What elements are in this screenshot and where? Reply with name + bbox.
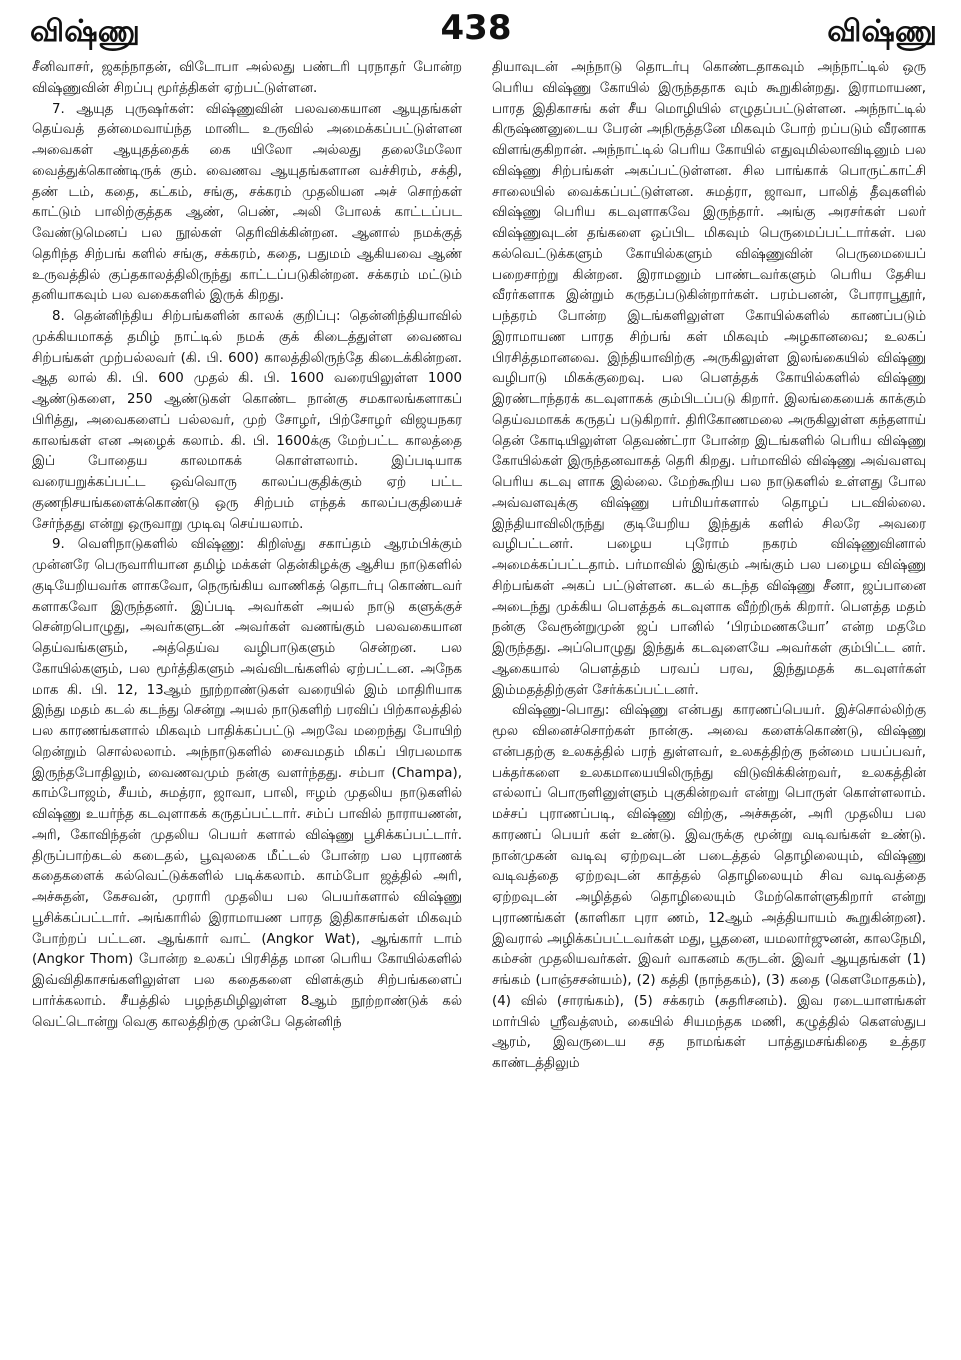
paragraph-south-indian-sculpture-dating: 8. தென்னிந்திய சிற்பங்களின் காலக் குறிப்பு: தென்னிந்தியாவில் முக்கியமாகத் தமிழ் நாட்டில் நமக் குக் கிடைத்துள்ள வைணவ சிற்பங்கள் முற்பல்லவர் (கி. பி. 600) காலத்திலிருந்தே கிடைக்கின்றன. ஆத லால் கி. பி. 600 முதல் கி. பி. 1600 வரையிலுள்ள 1000 ஆண்டுகளை, 250 ஆண்டுகள் கொண்ட நான்கு சமகாலங்களாகப் பிரித்து, அவைகளைப் பல்லவர், முற் சோழர், பிற்சோழர் விஜயநகர காலங்கள் என அழைக் கலாம். கி. பி. 1600க்கு மேற்பட்ட காலத்தை இப் போதைய காலமாகக் கொள்ளலாம். இப்படியாக வரையறுக்கப்பட்ட ஒவ்வொரு காலப்பகுதிக்கும் ஏற் பட்ட குணநிசயங்களைக்கொண்டு ஒரு சிற்பம் எந்தக் காலப்பகுதியைச் சேர்ந்தது என்று ஒருவாறு முடிவு செய்யலாம். (32, 309, 462, 532)
running-head-right: விஷ்ணு (827, 14, 937, 49)
paragraph-continuation: சீனிவாசர், ஜகந்நாதன், விடோபா அல்லது பண்டரி புரநாதர் போன்ற விஷ்ணுவின் சிறப்பு மூர்த்திகள் ஏற்பட்டுள்ளன. (32, 60, 462, 96)
left-column (32, 58, 462, 1354)
page-header (0, 0, 961, 62)
running-head-left: விஷ்ணு (30, 14, 140, 49)
page-number: 438 (440, 8, 512, 48)
paragraph-vishnu-abroad: 9. வெளிநாடுகளில் விஷ்ணு: கிறிஸ்து சகாப்தம் ஆரம்பிக்கும் முன்னரே பெருவாரியான தமிழ் மக்கள் தென்கிழக்கு ஆசிய நாடுகளில் குடியேறியவர்க ளாகவோ, நெருங்கிய வாணிகத் தொடர்பு கொண்டவர் களாகவோ இருந்தனர். இப்படி அவர்கள் அயல் நாடு களுக்குச் சென்றபொழுது, அவர்களுடன் அவர்கள் வணங்கும் பலவகையான தெய்வங்களும், அத்தெய்வ வழிபாடுகளும் சென்றன. பல கோயில்களும், பல மூர்த்திகளும் அவ்விடங்களில் ஏற்பட்டன. அநேக மாக கி. பி. 12, 13ஆம் நூற்றாண்டுகள் வரையில் இம் மாதிரியாக இந்து மதம் கடல் கடந்து சென்று அயல் நாடுகளிற் பரவிப் பிற்காலத்தில் பல காரணங்களால் மிகவும் பாதிக்கப்பட்டு அறவே மறைந்து போயிற் றென்றும் சொல்லலாம். அந்நாடுகளில் சைவமதம் மிகப் பிரபலமாக இருந்தபோதிலும், வைணவமும் நன்கு வளர்ந்தது. சம்பா (Champa), காம்போஜம், சீயம், சுமத்ரா, ஜாவா, பாலி, ஈழம் முதலிய நாடுகளில் விஷ்ணு உயர்ந்த கடவுளாகக் கருதப்பட்டார். சம்ப் பாவில் நாராயணன், அரி, கோவிந்தன் முதலிய பெயர் களால் விஷ்ணு பூசிக்கப்பட்டார். திருப்பாற்கடல் கடைதல், பூவுலகை மீட்டல் போன்ற பல புராணக் கதைகளைக் கல்வெட்டுக்களில் படிக்கலாம். காம்போ ஜத்தில் அரி, அச்சுதன், கேசவன், முராரி முதலிய பல பெயர்களால் விஷ்ணு பூசிக்கப்பட்டார். அங்காரில் இராமாயண பாரத இதிகாசங்கள் மிகவும் போற்றப் பட்டன. ஆங்கார் வாட் (Angkor Wat), ஆங்கார் டாம் (Angkor Thom) போன்ற உலகப் பிரசித்த மான பெரிய கோயில்களில் இவ்விதிகாசங்களிலுள்ள பல கதைகளை விளக்கும் சிற்பங்களைப் பார்க்கலாம். சீயத்தில் பழந்தமிழிலுள்ள 8ஆம் நூற்றாண்டுக் கல் வெட்டொன்று வெகு காலத்திற்கு முன்பே தென்னிந் (32, 537, 462, 1030)
right-column (492, 58, 926, 1354)
paragraph-weapon-persons: 7. ஆயுத புருஷர்கள்: விஷ்ணுவின் பலவகையான ஆயுதங்கள் தெய்வத் தன்மைவாய்ந்த மானிட உருவில் அமைக்கப்பட்டுள்ளன அவைகள் ஆயுதத்தைக் கை யிலோ அல்லது தலைமேலோ வைத்துக்கொண்டிருக் கும். வைணவ ஆயுதங்களான வச்சிரம், சக்தி, தண் டம், கதை, கட்கம், சங்கு, சக்கரம் முதலியன அச் சொற்கள் காட்டும் பாலிற்குத்தக ஆண், பெண், அலி போலக் காட்டப்பட வேண்டுமெனப் பல நூல்கள் தெரிவிக்கின்றன. ஆனால் நமக்குத் தெரிந்த சிற்பங் களில் சங்கு, சக்கரம், கதை, பதுமம் ஆகியவை ஆண் உருவத்தில் குப்தகாலத்திலிருந்து காட்டப்படுகின்றன. சக்கரம் மட்டும் தனியாகவும் பல வகைகளில் இருக் கிறது. (32, 101, 462, 304)
paragraph-vishnu-general: விஷ்ணு-பொது: விஷ்ணு என்பது காரணப்பெயர். இச்சொல்லிற்கு மூல வினைச்சொற்கள் நான்கு. அவை களைக்கொண்டு, விஷ்ணு என்பதற்கு உலகத்தில் பரந் துள்ளவர், உலகத்திற்கு நன்மை பயப்பவர், பக்தர்களை உலகமாயையிலிருந்து விடுவிக்கின்றவர், உலகத்தின் எல்லாப் பொருளினுள்ளும் புகுகின்றவர் என்று பொருள் கொள்ளலாம். மச்சப் புராணப்படி, விஷ்ணு விற்கு, அச்சுதன், அரி முதலிய பல காரணப் பெயர் கள் உண்டு. இவருக்கு மூன்று வடிவங்கள் உண்டு. நான்முகன் வடிவு ஏற்றவுடன் படைத்தல் தொழிலையும், விஷ்ணு வடிவத்தை ஏற்றவுடன் காத்தல் தொழிலையும் சிவ வடிவத்தை ஏற்றவுடன் அழித்தல் தொழிலையும் மேற்கொள்ளுகிறார் என்று புராணங்கள் (காளிகா புரா ணம், 12ஆம் அத்தியாயம் கூறுகின்றன). இவரால் அழிக்கப்பட்டவர்கள் மது, பூதனை, யமலார்ஜுனன், காலநேமி, கம்சன் முதலியவர்கள். இவர் வாகனம் கருடன். இவர் ஆயுதங்கள் (1) சங்கம் (பாஞ்சசன்யம்), (2) கத்தி (நாந்தகம்), (3) கதை (கௌமோதகம்), (4) வில் (சாரங்கம்), (5) சக்கரம் (சுதரிசனம்). இவ ரடையாளங்கள் மார்பில் ஸ்ரீவத்ஸம், கையில் சியமந்தக மணி, கழுத்தில் கௌஸ்துப ஆரம், இவருடைய சத நாமங்கள் பாத்துமசங்கிதை உத்தர காண்டத்திலும் (492, 703, 926, 1071)
paragraph-vishnu-abroad-continued: தியாவுடன் அந்நாடு தொடர்பு கொண்டதாகவும் அந்நாட்டில் ஒரு பெரிய விஷ்ணு கோயில் இருந்ததாக வும் கூறுகின்றது. இராமாயண, பாரத இதிகாசங் கள் சீய மொழியில் எழுதப்பட்டுள்ளன. அந்நாட்டில் கிருஷ்ணனுடைய பேரன் அநிருத்தனே மிகவும் போற் றப்படும் வீரனாக விளங்குகிறான். அந்நாட்டில் பெரிய கோயில் எதுவுமில்லாவிடினும் பல விஷ்ணு சிற்பங்கள் அகப்பட்டுள்ளன. சில பாங்காக் பொருட்காட்சி சாலையில் வைக்கப்பட்டுள்ளன. சுமத்ரா, ஜாவா, பாலித் தீவுகளில் விஷ்ணு பெரிய கடவுளாகவே இருந்தார். அங்கு அரசர்கள் பலர் விஷ்ணுவுடன் தங்களை ஒப்பிட மிகவும் பெருமைப்பட்டார்கள். பல கல்வெட்டுக்களும் கோயில்களும் விஷ்ணுவின் பெருமையைப் பறைசாற்று கின்றன. இராமனும் பாண்டவர்களும் பெரிய தேசிய வீரர்களாக இன்றும் கருதப்படுகின்றார்கள். பரம்பனன், போராபூதூர், பந்தரம் போன்ற இடங்களிலுள்ள கோயில்களில் காணப்படும் இராமாயண பாரத சிற்பங் கள் மிகவும் அழகானவை; உலகப் பிரசித்தமானவை. இந்தியாவிற்கு அருகிலுள்ள இலங்கையில் விஷ்ணு வழிபாடு மிகக்குறைவு. பல பௌத்தக் கோயில்களில் விஷ்ணு இரண்டாந்தரக் கடவுளாகக் கும்பிடப்படு கிறார். இலங்கையைக் காக்கும் தெய்வமாகக் கருதப் படுகிறார். திரிகோணமலை அருகிலுள்ள கந்தளாய் தென் கோடியிலுள்ள தெவண்ட்ரா போன்ற இடங்களில் பெரிய விஷ்ணு கோயில்கள் இருந்தனவாகத் தெரி கிறது. பர்மாவில் விஷ்ணு அவ்வளவு பெரிய கடவு ளாக இல்லை. மேற்கூறிய பல நாடுகளில் உள்ளது போல அவ்வளவுக்கு விஷ்ணு பர்மியர்களால் தொழப் படவில்லை. இந்தியாவிலிருந்து குடியேறிய இந்துக் களில் சிலரே அவரை வழிபட்டனர். பழைய புரோம் நகரம் விஷ்ணுவினால் அமைக்கப்பட்டதாம். பர்மாவில் இங்கும் அங்கும் பல பழைய விஷ்ணு சிற்பங்கள் அகப் பட்டுள்ளன. கடல் கடந்த விஷ்ணு சீனா, ஜப்பானை அடைந்து முக்கிய பௌத்தக் கடவுளாக வீற்றிருக் கிறார். பௌத்த மதம் நன்கு வேரூன்றுமுன் ஜப் பானில் ‘பிரம்மணகயோ’ என்ற மதமே இருந்தது. அப்பொழுது இந்துக் கடவுளையே அவர்கள் கும்பிட்ட னர். ஆகையால் பௌத்தம் பரவப் பரவ, இந்துமதக் கடவுளர்கள் இம்மதத்திற்குள் சேர்க்கப்பட்டனர். (492, 60, 926, 698)
